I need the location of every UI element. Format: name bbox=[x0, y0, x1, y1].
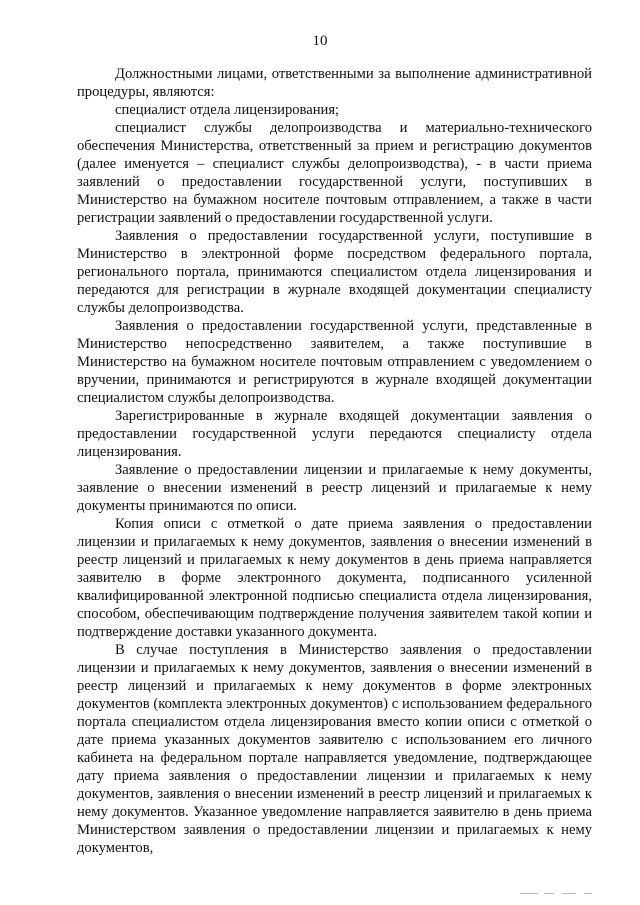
paragraph-inventory: Заявление о предоставлении лицензии и прилагаемые к нему документы, заявление о внесении изменений в реестр лицензий и прилагаемые к нему документы принимаются по описи. bbox=[77, 462, 592, 514]
paragraph-inventory-copy: Копия описи с отметкой о дате приема заявления о предоставлении лицензии и прилагаемых к нему документов, заявления о внесении изменений в реестр лицензий и прилагаемых к нему документов в день приема направляется заявителю в форме электронного документа, подписанного усиленной квалифицированной электронной подписью специалиста отдела лицензирования, способом, обеспечивающим подтверждение получения заявителем такой копии и подтверждение доставки указанного документа. bbox=[77, 516, 592, 640]
paragraph-records-specialist: специалист службы делопроизводства и материально-технического обеспечения Министерства, ответственный за прием и регистрацию документов (далее именуется – специалист службы делопроизводства), - в части приема заявлений о предоставлении государственной услуги, поступивших в Министерство на бумажном носителе почтовым отправлением, а также в части регистрации заявлений о предоставлении государственной услуги. bbox=[77, 120, 592, 226]
paragraph-paper-applications: Заявления о предоставлении государственной услуги, представленные в Министерство непосредственно заявителем, а также поступившие в Министерство на бумажном носителе почтовым отправлением с уведомлением о вручении, принимаются и регистрируются в журнале входящей документации специалистом службы делопроизводства. bbox=[77, 318, 592, 406]
paragraph-registered-applications: Зарегистрированные в журнале входящей документации заявления о предоставлении государственной услуги передаются специалисту отдела лицензирования. bbox=[77, 408, 592, 460]
scan-artifact bbox=[520, 893, 600, 897]
paragraph-officials: Должностными лицами, ответственными за выполнение административной процедуры, являются: bbox=[77, 66, 592, 100]
body-text bbox=[77, 65, 592, 857]
paragraph-electronic-applications: Заявления о предоставлении государственной услуги, поступившие в Министерство в электронной форме посредством федерального портала, регионального портала, принимаются специалистом отдела лицензирования и передаются для регистрации в журнале входящей документации специалисту службы делопроизводства. bbox=[77, 228, 592, 316]
paragraph-electronic-notification: В случае поступления в Министерство заявления о предоставлении лицензии и прилагаемых к нему документов, заявления о внесении изменений в реестр лицензий и прилагаемых к нему документов в форме электронных документов (комплекта электронных документов) с использованием федерального портала специалистом отдела лицензирования вместо копии описи с отметкой о дате приема указанных документов заявителю с использованием его личного кабинета на федеральном портале направляется уведомление, подтверждающее дату приема заявления о предоставлении лицензии и прилагаемых к нему документов, заявления о внесении изменений в реестр лицензий и прилагаемых к нему документов. Указанное уведомление направляется заявителю в день приема Министерством заявления о предоставлении лицензии и прилагаемых к нему документов, bbox=[77, 642, 592, 856]
page-number: 10 bbox=[312, 33, 328, 49]
paragraph-licensing-specialist: специалист отдела лицензирования; bbox=[115, 102, 340, 118]
